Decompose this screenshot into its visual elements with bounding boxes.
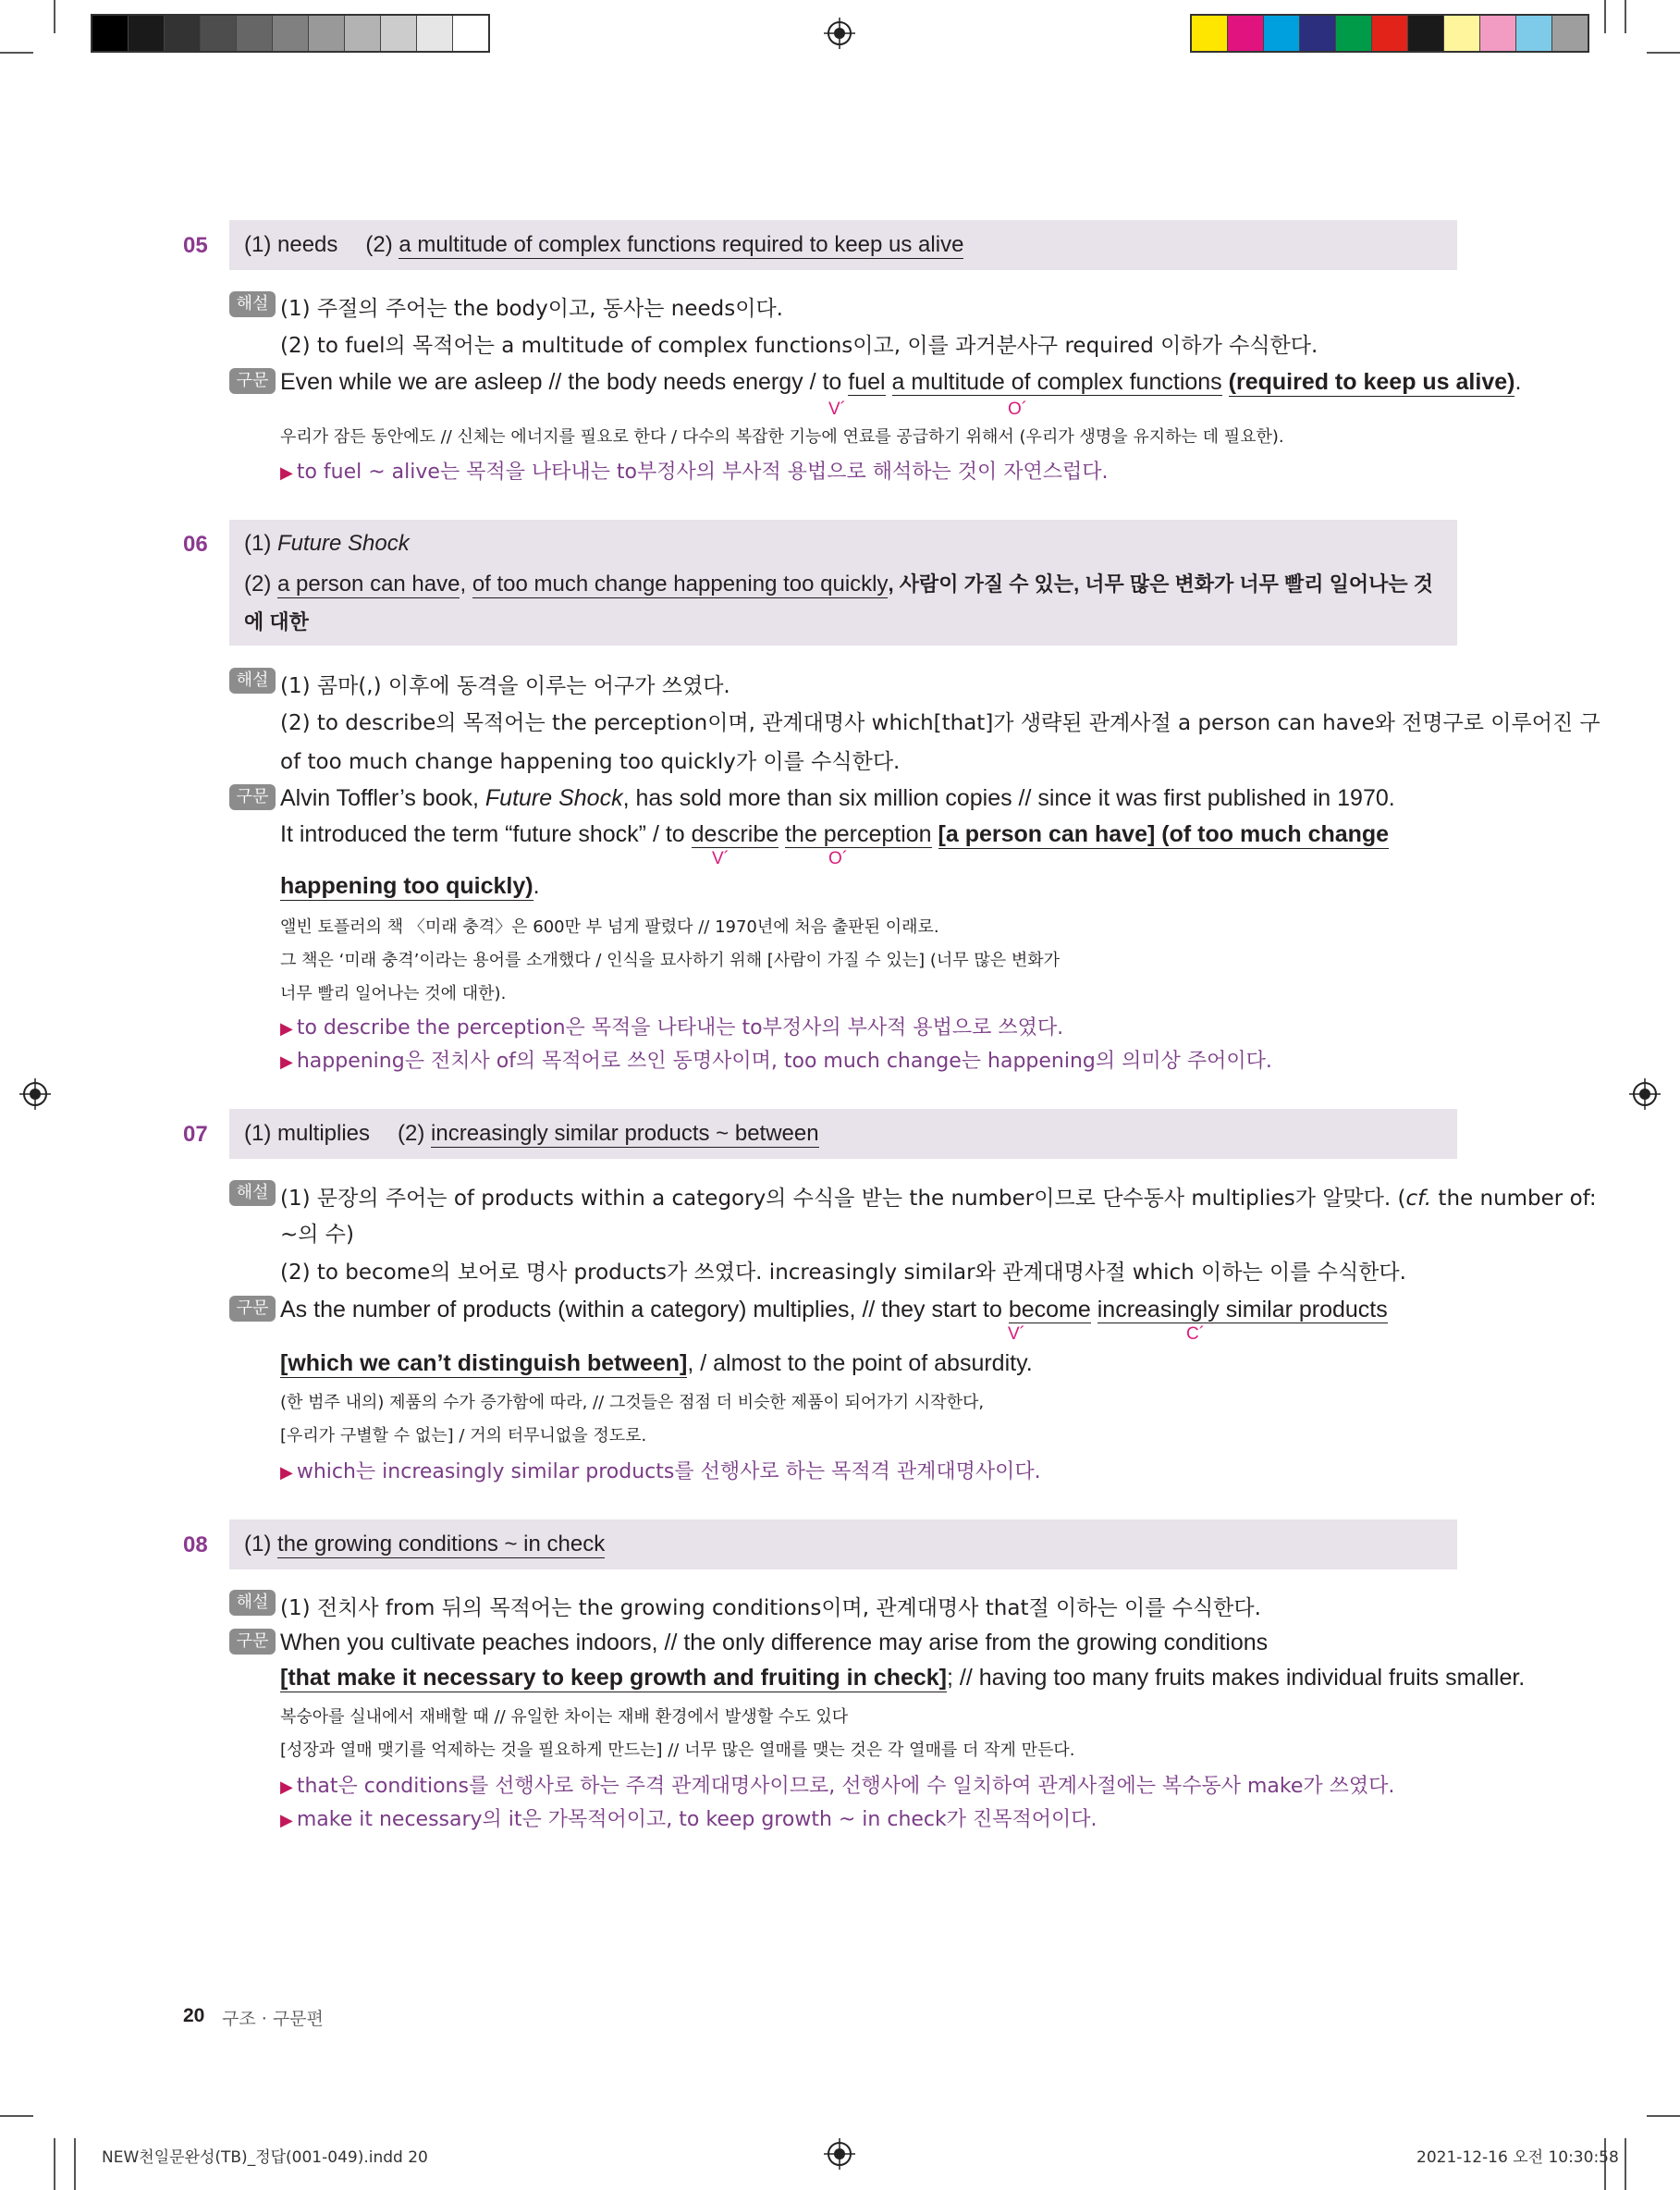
- explanation-text: of too much change happening too quickly가 이를 수식한다.: [280, 750, 901, 774]
- explanation-text: (2) to describe의 목적어는 the perception이며, 관계대명사 which[that]가 생략된 관계사절 a person can have와 전명구로 이루어진 구: [280, 711, 1600, 735]
- crop-mark: [0, 2115, 33, 2117]
- object-mark: O´: [1008, 400, 1028, 419]
- question-number: 05: [183, 233, 208, 258]
- color-swatch: [344, 16, 380, 51]
- korean-translation: 너무 빨리 일어나는 것에 대한).: [280, 984, 507, 1003]
- color-swatch: [92, 16, 128, 51]
- answer-text: Future Shock: [277, 531, 410, 556]
- answer-text: of too much change happening too quickly: [472, 572, 889, 597]
- answer-box: (1) the growing conditions ~ in check: [229, 1519, 1457, 1569]
- answer-text: 에 대한: [244, 610, 309, 634]
- crop-mark: [74, 2138, 76, 2190]
- haeseol-tag: 해설: [229, 1590, 276, 1616]
- color-swatch: [452, 16, 488, 51]
- explanation-text: ~의 수): [280, 1223, 354, 1247]
- triangle-bullet-icon: ▶: [280, 1052, 293, 1072]
- explanation-text: (2) to become의 보어로 명사 products가 쓰였다. increasingly similar와 관계대명사절 which 이하는 이를 수식한다.: [280, 1261, 1406, 1285]
- korean-translation: 그 책은 ‘미래 충격’이라는 용어를 소개했다 / 인식을 묘사하기 위해 [사람이 가질 수 있는] (너무 많은 변화가: [280, 951, 1061, 970]
- answer-text: , 사람이 가질 수 있는, 너무 많은 변화가 너무 빨리 일어나는 것: [888, 572, 1433, 596]
- example-sentence: Even while we are asleep // the body needs energy / to fuel a multitude of complex functions (required to keep us alive).: [280, 369, 1522, 395]
- color-swatch: [1335, 16, 1371, 51]
- grammar-note: ▶ to describe the perception은 목적을 나타내는 to부정사의 부사적 용법으로 쓰였다.: [280, 1016, 1064, 1040]
- explanation-text: (1) 전치사 from 뒤의 목적어는 the growing conditions이며, 관계대명사 that절 이하는 이를 수식한다.: [280, 1596, 1261, 1620]
- grammar-note: ▶ happening은 전치사 of의 목적어로 쓰인 동명사이며, too much change는 happening의 의미상 주어이다.: [280, 1050, 1272, 1073]
- example-sentence: It introduced the term “future shock” / to describe the perception [a person can have] (of too much change: [280, 821, 1390, 847]
- crop-mark: [1625, 2138, 1626, 2190]
- example-sentence: Alvin Toffler’s book, Future Shock, has sold more than six million copies // since it was first published in 1970.: [280, 785, 1395, 811]
- color-swatch: [416, 16, 452, 51]
- korean-translation: [우리가 구별할 수 없는] / 거의 터무니없을 정도로.: [280, 1426, 647, 1446]
- answer-box: (1) multiplies (2) increasingly similar products ~ between: [229, 1109, 1457, 1159]
- answer-box: (1) Future Shock (2) a person can have, of too much change happening too quickly, 사람이 가질 수 있는, 너무 많은 변화가 너무 빨리 일어나는 것 에 대한: [229, 520, 1457, 646]
- registration-mark-icon: [824, 2138, 855, 2170]
- gumun-tag: 구문: [229, 1296, 276, 1322]
- explanation-text: (1) 문장의 주어는 of products within a category의 수식을 받는 the number이므로 단수동사 multiplies가 알맞다. (cf. the number of:: [280, 1187, 1597, 1211]
- explanation-text: (1) 콤마(,) 이후에 동격을 이루는 어구가 쓰였다.: [280, 674, 730, 698]
- example-sentence: happening too quickly).: [280, 873, 540, 899]
- crop-mark: [1625, 0, 1626, 33]
- gumun-tag: 구문: [229, 368, 276, 394]
- explanation-text: (2) to fuel의 목적어는 a multitude of complex functions이고, 이를 과거분사구 required 이하가 수식한다.: [280, 334, 1318, 358]
- answer-text: (1) needs: [244, 232, 338, 257]
- answer-box: [229, 220, 1457, 270]
- crop-mark: [54, 0, 55, 33]
- example-sentence: As the number of products (within a category) multiplies, // they start to become increasingly similar products: [280, 1297, 1388, 1323]
- color-swatch: [1263, 16, 1299, 51]
- color-swatch: [308, 16, 344, 51]
- registration-mark-icon: [1629, 1078, 1661, 1110]
- crop-mark: [1604, 0, 1606, 33]
- complement-mark: C´: [1186, 1324, 1206, 1344]
- explanation-text: (1) 주절의 주어는 the body이고, 동사는 needs이다.: [280, 297, 783, 321]
- color-swatch: [1407, 16, 1443, 51]
- process-color-bar: [1190, 14, 1589, 53]
- gumun-tag: 구문: [229, 784, 276, 810]
- crop-mark: [54, 2138, 55, 2190]
- question-number: 06: [183, 532, 208, 557]
- color-swatch: [1479, 16, 1515, 51]
- print-timestamp: 2021-12-16 오전 10:30:58: [1416, 2148, 1619, 2167]
- triangle-bullet-icon: ▶: [280, 1811, 293, 1830]
- object-mark: O´: [828, 849, 849, 868]
- grammar-note: ▶ which는 increasingly similar products를 선행사로 하는 목적격 관계대명사이다.: [280, 1460, 1041, 1483]
- korean-translation: [성장과 열매 맺기를 억제하는 것을 필요하게 만드는] // 너무 많은 열매를 맺는 것은 각 열매를 더 작게 만든다.: [280, 1741, 1075, 1760]
- korean-translation: 우리가 잠든 동안에도 // 신체는 에너지를 필요로 한다 / 다수의 복잡한 기능에 연료를 공급하기 위해서 (우리가 생명을 유지하는 데 필요한).: [280, 427, 1284, 447]
- haeseol-tag: 해설: [229, 291, 276, 317]
- verb-mark: V´: [712, 849, 730, 868]
- color-swatch: [1227, 16, 1263, 51]
- korean-translation: 복숭아를 실내에서 재배할 때 // 유일한 차이는 재배 환경에서 발생할 수도 있다: [280, 1707, 849, 1727]
- triangle-bullet-icon: ▶: [280, 463, 293, 483]
- color-swatch: [1299, 16, 1335, 51]
- gumun-tag: 구문: [229, 1629, 276, 1655]
- crop-mark: [1647, 52, 1680, 54]
- color-swatch: [1551, 16, 1588, 51]
- crop-mark: [0, 52, 33, 54]
- registration-mark-icon: [19, 1078, 51, 1110]
- verb-mark: V´: [828, 400, 846, 419]
- triangle-bullet-icon: ▶: [280, 1778, 293, 1797]
- gray-color-bar: [91, 14, 490, 53]
- korean-translation: (한 범주 내의) 제품의 수가 증가함에 따라, // 그것들은 점점 더 비슷한 제품이 되어가기 시작한다,: [280, 1393, 985, 1412]
- color-swatch: [380, 16, 416, 51]
- triangle-bullet-icon: ▶: [280, 1463, 293, 1483]
- color-swatch: [1371, 16, 1407, 51]
- color-swatch: [1443, 16, 1479, 51]
- color-swatch: [1515, 16, 1551, 51]
- example-sentence: When you cultivate peaches indoors, // the only difference may arise from the growing conditions: [280, 1630, 1269, 1655]
- page-number: 20: [183, 2005, 205, 2026]
- registration-mark-icon: [824, 18, 855, 49]
- haeseol-tag: 해설: [229, 668, 276, 694]
- question-number: 07: [183, 1122, 208, 1147]
- color-swatch: [1192, 16, 1227, 51]
- color-swatch: [164, 16, 200, 51]
- grammar-note: ▶ to fuel ~ alive는 목적을 나타내는 to부정사의 부사적 용법으로 해석하는 것이 자연스럽다.: [280, 461, 1109, 484]
- crop-mark: [1647, 2115, 1680, 2117]
- file-slug: NEW천일문완성(TB)_정답(001-049).indd 20: [102, 2148, 428, 2167]
- question-number: 08: [183, 1532, 208, 1557]
- grammar-note: ▶ that은 conditions를 선행사로 하는 주격 관계대명사이므로, 선행사에 수 일치하여 관계사절에는 복수동사 make가 쓰였다.: [280, 1775, 1395, 1798]
- answer-text: (2): [365, 232, 393, 257]
- answer-text: increasingly similar products ~ between: [431, 1121, 819, 1146]
- color-swatch: [200, 16, 236, 51]
- color-swatch: [128, 16, 164, 51]
- grammar-note: ▶ make it necessary의 it은 가목적어이고, to keep growth ~ in check가 진목적어이다.: [280, 1808, 1098, 1831]
- color-swatch: [236, 16, 272, 51]
- triangle-bullet-icon: ▶: [280, 1019, 293, 1039]
- answer-text: a multitude of complex functions required to keep us alive: [399, 232, 964, 257]
- answer-text: (1) multiplies: [244, 1121, 371, 1146]
- answer-text: a person can have: [277, 572, 460, 597]
- haeseol-tag: 해설: [229, 1180, 276, 1206]
- example-sentence: [which we can’t distinguish between], / almost to the point of absurdity.: [280, 1350, 1033, 1376]
- verb-mark: V´: [1008, 1324, 1025, 1344]
- section-title: 구조 · 구문편: [222, 2009, 324, 2029]
- example-sentence: [that make it necessary to keep growth and fruiting in check]; // having too many fruits makes individual fruits smaller.: [280, 1665, 1526, 1691]
- korean-translation: 앨빈 토플러의 책 〈미래 충격〉은 600만 부 넘게 팔렸다 // 1970년에 처음 출판된 이래로.: [280, 917, 939, 937]
- color-swatch: [272, 16, 308, 51]
- answer-text: the growing conditions ~ in check: [277, 1532, 606, 1556]
